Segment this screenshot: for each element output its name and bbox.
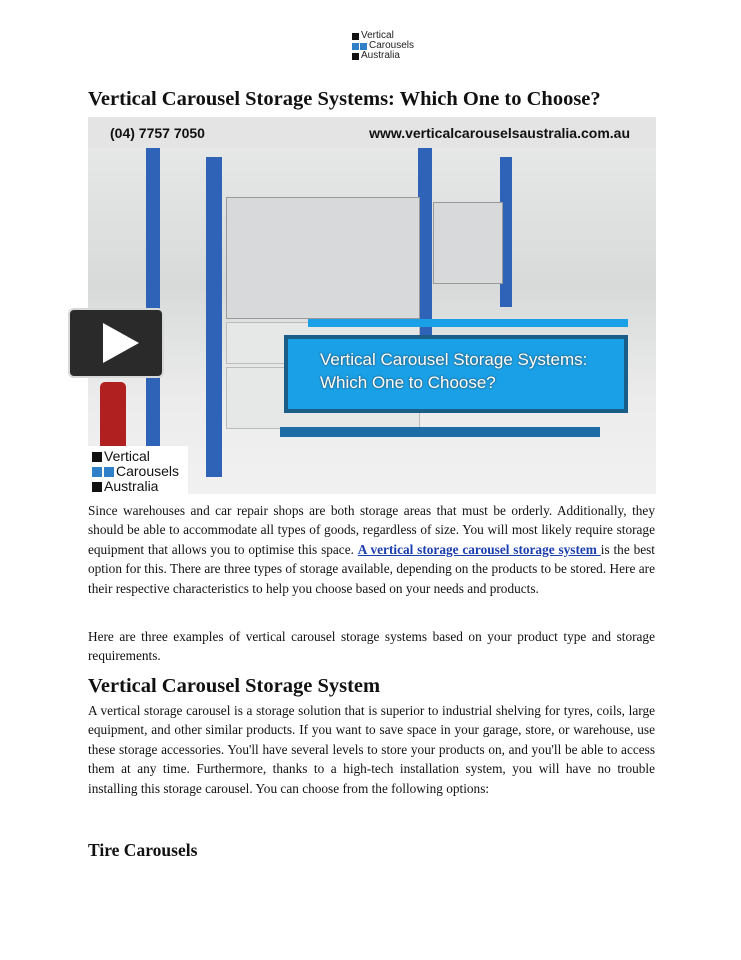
logo-text: Carousels — [369, 40, 415, 51]
paragraph-text: is the best option for this. There are three types of storage available, depending on the products to be stored. Here are their respective characteristics to help you choose based on your needs and products. — [88, 541, 655, 596]
paragraph-text: Since warehouses and car repair shops are both storage areas that must be orderly. Additionally, they should be able to accommodate all types of goods, regardless of size. You will most likely require storage equipment that allows you to optimise this space. — [88, 503, 655, 557]
company-logo — [352, 31, 414, 61]
phone-number: (04) 7757 7050 — [110, 125, 205, 141]
subsection-heading: Tire Carousels — [88, 840, 198, 860]
logo-text: Vertical — [104, 448, 150, 464]
play-button[interactable] — [68, 308, 164, 378]
hero-logo — [88, 446, 188, 494]
hero-image — [88, 117, 656, 494]
website-url: www.verticalcarouselsaustralia.com.au — [369, 125, 630, 141]
intro-paragraph — [88, 501, 655, 598]
vertical-storage-carousel-link[interactable]: A vertical storage carousel storage system — [357, 541, 601, 557]
logo-text: Australia — [104, 478, 159, 494]
logo-text: Australia — [361, 50, 400, 61]
section-paragraph: A vertical storage carousel is a storage solution that is superior to industrial shelving for tyres, coils, large equipment, and other similar products. If you want to save space in your garage, store, or warehouse, use these storage accessories. You'll have several levels to store your products on, and you'll be able to access them at any time. Furthermore, thanks to a high-tech installation system, you will have no trouble installing this storage carousel. You can choose from the following options: — [88, 703, 655, 796]
examples-paragraph: Here are three examples of vertical carousel storage systems based on your product type and storage requirements. — [88, 629, 655, 664]
hero-header-bar — [88, 117, 656, 148]
logo-text: Vertical — [361, 30, 394, 41]
banner-text: Vertical Carousel Storage Systems: — [320, 350, 588, 369]
logo-text: Carousels — [116, 463, 180, 479]
hero-banner — [284, 335, 628, 413]
section-heading: Vertical Carousel Storage System — [88, 675, 381, 697]
banner-text: Which One to Choose? — [320, 373, 496, 392]
page-title: Vertical Carousel Storage Systems: Which One to Choose? — [88, 88, 601, 110]
